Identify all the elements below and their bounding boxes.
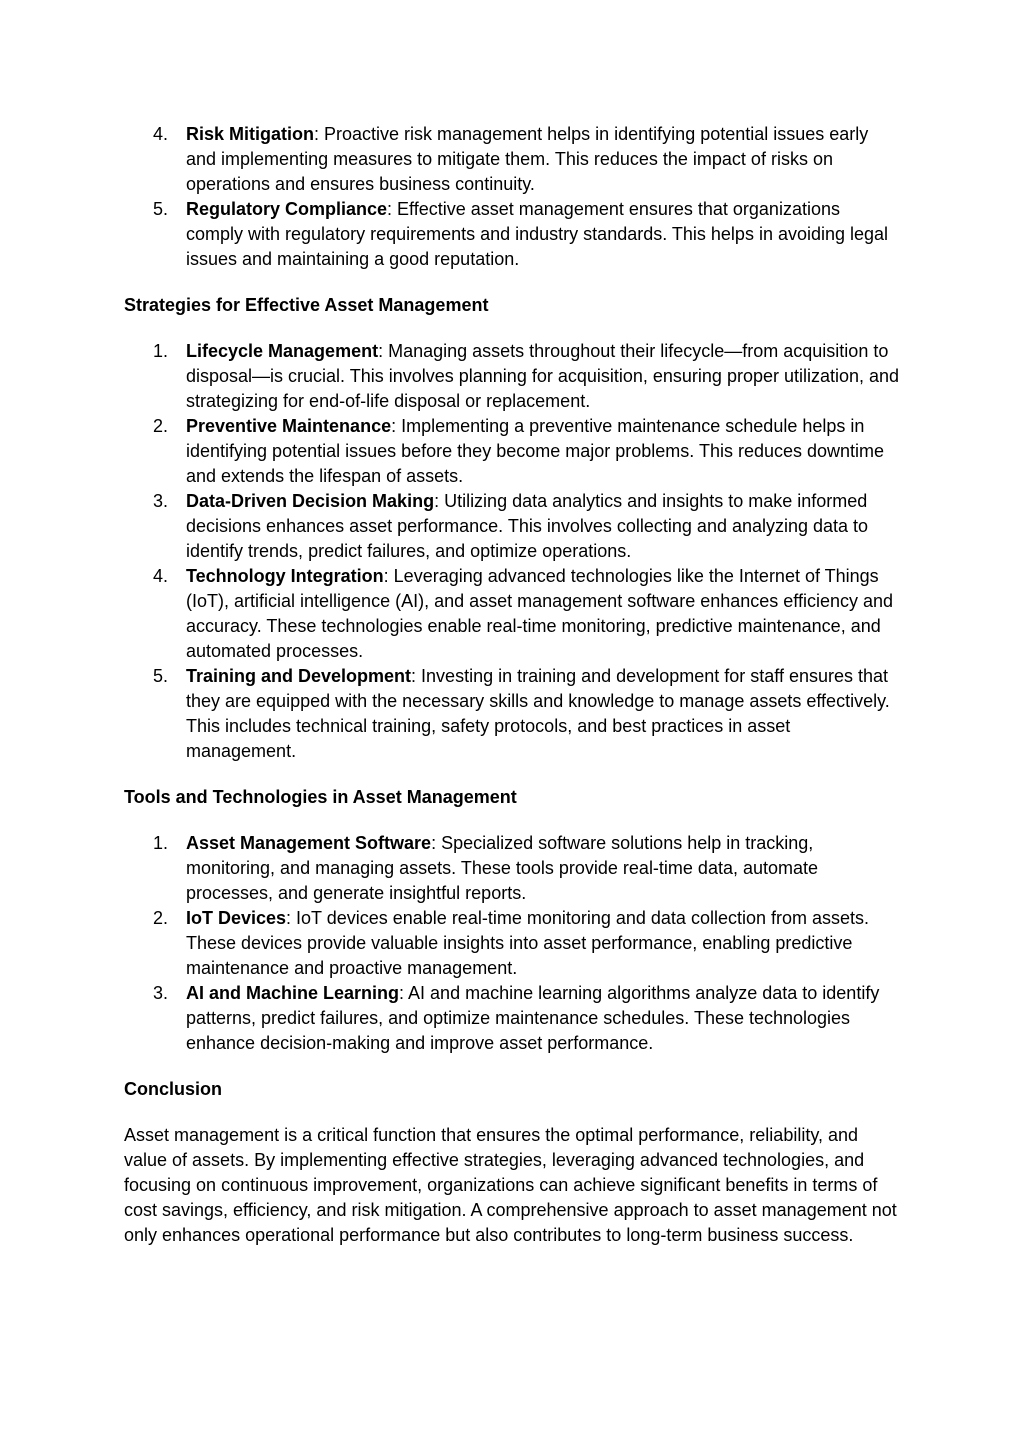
list-number: 2. <box>153 908 169 928</box>
list-item <box>124 564 900 664</box>
list-item-text: : AI and machine learning algorithms analyze data to identify patterns, predict failures, and optimize maintenance schedules. These technologies enhance decision-making and improve asset performance. <box>186 983 880 1053</box>
list-item <box>124 981 900 1056</box>
list-item-title: IoT Devices <box>186 908 287 928</box>
list-number: 2. <box>153 416 169 436</box>
tools-list <box>124 831 900 1056</box>
list-item-text: : Managing assets throughout their lifecycle—from acquisition to disposal—is crucial. This involves planning for acquisition, ensuring proper utilization, and strategizing for end-of-life disposal or replacement. <box>186 341 900 411</box>
list-item-title: Regulatory Compliance <box>186 199 388 219</box>
list-item-text: : Utilizing data analytics and insights to make informed decisions enhances asset performance. This involves collecting and analyzing data to identify trends, predict failures, and optimize operations. <box>186 491 869 561</box>
list-item <box>124 339 900 414</box>
list-number: 4. <box>153 124 169 144</box>
list-item-text: : Investing in training and development for staff ensures that they are equipped with the necessary skills and knowledge to manage assets effectively. This includes technical training, safety protocols, and best practices in asset management. <box>186 666 890 761</box>
list-item <box>124 197 900 272</box>
list-item <box>124 906 900 981</box>
list-number: 5. <box>153 199 169 219</box>
strategies-list <box>124 339 900 764</box>
list-item-text: : Proactive risk management helps in identifying potential issues early and implementing measures to mitigate them. This reduces the impact of risks on operations and ensures business continuity. <box>186 124 869 194</box>
section-heading-conclusion: Conclusion <box>124 1079 222 1099</box>
list-item-title: Data-Driven Decision Making <box>186 491 435 511</box>
list-item-title: Risk Mitigation <box>186 124 315 144</box>
list-item-title: Asset Management Software <box>186 833 432 853</box>
list-item-title: Preventive Maintenance <box>186 416 392 436</box>
list-number: 3. <box>153 491 169 511</box>
list-item-title: Training and Development <box>186 666 412 686</box>
section-heading-tools: Tools and Technologies in Asset Management <box>124 787 517 807</box>
list-item-title: Lifecycle Management <box>186 341 379 361</box>
list-item-text: : Specialized software solutions help in tracking, monitoring, and managing assets. These tools provide real-time data, automate processes, and generate insightful reports. <box>186 833 819 903</box>
benefits-list-continued <box>124 122 900 272</box>
list-item-title: AI and Machine Learning <box>186 983 400 1003</box>
section-heading-strategies: Strategies for Effective Asset Management <box>124 295 489 315</box>
list-item-text: : Effective asset management ensures that organizations comply with regulatory requirements and industry standards. This helps in avoiding legal issues and maintaining a good reputation. <box>186 199 889 269</box>
list-item <box>124 122 900 197</box>
list-number: 3. <box>153 983 169 1003</box>
list-item-title: Technology Integration <box>186 566 384 586</box>
list-number: 1. <box>153 341 169 361</box>
list-number: 5. <box>153 666 169 686</box>
list-item-text: : Leveraging advanced technologies like the Internet of Things (IoT), artificial intelligence (AI), and asset management software enhances efficiency and accuracy. These technologies enable real-time monitoring, predictive maintenance, and automated processes. <box>186 566 894 661</box>
list-number: 4. <box>153 566 169 586</box>
document-content <box>124 122 900 1248</box>
list-item-text: : Implementing a preventive maintenance schedule helps in identifying potential issues before they become major problems. This reduces downtime and extends the lifespan of assets. <box>186 416 885 486</box>
list-item <box>124 414 900 489</box>
list-item <box>124 489 900 564</box>
list-item <box>124 831 900 906</box>
list-item-text: : IoT devices enable real-time monitoring and data collection from assets. These devices provide valuable insights into asset performance, enabling predictive maintenance and proactive management. <box>186 908 870 978</box>
conclusion-paragraph: Asset management is a critical function that ensures the optimal performance, reliability, and value of assets. By implementing effective strategies, leveraging advanced technologies, and focusing on continuous improvement, organizations can achieve significant benefits in terms of cost savings, efficiency, and risk mitigation. A comprehensive approach to asset management not only enhances operational performance but also contributes to long-term business success. <box>124 1125 897 1245</box>
list-item <box>124 664 900 764</box>
list-number: 1. <box>153 833 169 853</box>
